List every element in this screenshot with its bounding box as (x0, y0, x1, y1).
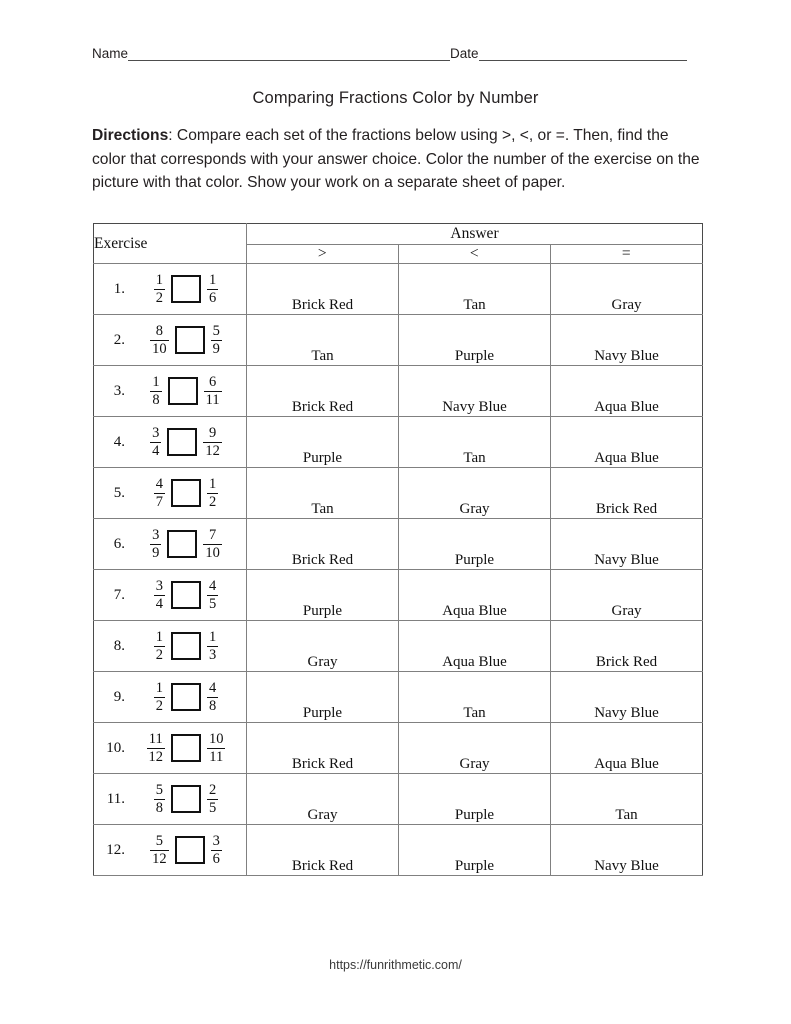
color-option-less-than[interactable]: Purple (399, 774, 551, 825)
left-fraction (150, 426, 161, 458)
right-fraction (211, 834, 222, 866)
table-row (94, 366, 703, 417)
exercise-number: 10. (106, 739, 125, 756)
right-fraction (207, 477, 218, 509)
table-row (94, 519, 703, 570)
left-fraction (154, 273, 165, 305)
exercise-number: 2. (113, 331, 125, 348)
comparison-answer-box[interactable] (171, 581, 201, 609)
color-option-greater-than[interactable]: Purple (247, 672, 399, 723)
exercise-inner (94, 673, 246, 721)
exercise-inner (94, 265, 246, 313)
left-numerator: 3 (152, 425, 160, 441)
left-denominator: 7 (155, 493, 163, 510)
right-numerator: 6 (209, 374, 217, 390)
right-fraction (211, 324, 222, 356)
table-body (94, 264, 703, 876)
right-denominator: 8 (209, 697, 217, 714)
color-option-equals[interactable]: Navy Blue (551, 315, 703, 366)
color-option-equals[interactable]: Brick Red (551, 468, 703, 519)
right-denominator: 6 (212, 850, 220, 867)
exercise-cell (94, 519, 247, 570)
exercise-cell (94, 366, 247, 417)
right-numerator: 9 (209, 425, 217, 441)
directions-label: Directions (92, 127, 169, 144)
left-fraction (154, 630, 165, 662)
left-denominator: 12 (152, 850, 167, 867)
color-option-equals[interactable]: Navy Blue (551, 825, 703, 876)
table-row (94, 774, 703, 825)
exercise-inner (94, 367, 246, 415)
exercise-inner (94, 520, 246, 568)
left-numerator: 1 (155, 272, 163, 288)
left-numerator: 8 (155, 323, 163, 339)
right-fraction (207, 783, 218, 815)
color-option-equals[interactable]: Navy Blue (551, 519, 703, 570)
color-option-greater-than[interactable]: Brick Red (247, 366, 399, 417)
date-input-rule[interactable] (479, 47, 687, 61)
color-option-less-than[interactable]: Gray (399, 468, 551, 519)
right-numerator: 4 (209, 578, 217, 594)
right-numerator: 10 (209, 731, 224, 747)
left-numerator: 5 (155, 782, 163, 798)
color-option-less-than[interactable]: Purple (399, 315, 551, 366)
left-fraction (150, 834, 169, 866)
right-denominator: 11 (209, 748, 224, 765)
name-label: Name (92, 46, 129, 61)
right-denominator: 9 (212, 340, 220, 357)
directions-text: : Compare each set of the fractions below using >, <, or =. Then, find the color that corresponds with your answer choice. Color the number of the exercise on the picture with that color. Show your work on a separate sheet of paper. (92, 127, 700, 191)
table-header-row-answer (94, 224, 703, 245)
color-option-less-than[interactable]: Tan (399, 264, 551, 315)
left-fraction (154, 681, 165, 713)
color-option-greater-than[interactable]: Tan (247, 315, 399, 366)
right-denominator: 5 (209, 595, 217, 612)
left-denominator: 2 (155, 289, 163, 306)
left-numerator: 5 (155, 833, 163, 849)
fraction-comparison (134, 834, 246, 866)
comparison-answer-box[interactable] (171, 479, 201, 507)
left-denominator: 12 (148, 748, 163, 765)
color-option-less-than[interactable]: Purple (399, 825, 551, 876)
comparison-answer-box[interactable] (168, 377, 198, 405)
color-option-greater-than[interactable]: Brick Red (247, 519, 399, 570)
color-option-greater-than[interactable]: Gray (247, 621, 399, 672)
color-option-equals[interactable]: Brick Red (551, 621, 703, 672)
left-denominator: 4 (152, 442, 160, 459)
left-fraction (154, 579, 165, 611)
exercise-number: 3. (113, 382, 125, 399)
exercise-cell (94, 417, 247, 468)
comparison-answer-box[interactable] (171, 275, 201, 303)
exercise-number: 9. (113, 688, 125, 705)
color-option-equals[interactable]: Tan (551, 774, 703, 825)
exercise-number: 8. (113, 637, 125, 654)
right-denominator: 10 (205, 544, 220, 561)
left-denominator: 4 (155, 595, 163, 612)
color-option-greater-than[interactable]: Tan (247, 468, 399, 519)
left-numerator: 3 (155, 578, 163, 594)
exercise-number: 4. (113, 433, 125, 450)
table-row (94, 264, 703, 315)
fraction-comparison (134, 273, 246, 305)
header-operator-less-than: < (399, 245, 551, 264)
table-row (94, 315, 703, 366)
table-row (94, 468, 703, 519)
color-option-greater-than[interactable]: Brick Red (247, 723, 399, 774)
right-numerator: 5 (212, 323, 220, 339)
color-option-less-than[interactable]: Tan (399, 672, 551, 723)
comparison-answer-box[interactable] (171, 683, 201, 711)
directions-paragraph (92, 124, 704, 195)
right-fraction (207, 630, 218, 662)
exercise-number: 6. (113, 535, 125, 552)
comparison-answer-box[interactable] (171, 785, 201, 813)
fraction-comparison (134, 528, 246, 560)
left-fraction (154, 477, 165, 509)
left-denominator: 2 (155, 646, 163, 663)
left-numerator: 4 (155, 476, 163, 492)
right-numerator: 1 (209, 629, 217, 645)
exercise-inner (94, 775, 246, 823)
right-denominator: 2 (209, 493, 217, 510)
color-option-equals[interactable]: Aqua Blue (551, 417, 703, 468)
color-option-equals[interactable]: Aqua Blue (551, 723, 703, 774)
fraction-comparison (134, 375, 246, 407)
right-fraction (204, 375, 222, 407)
right-denominator: 11 (205, 391, 220, 408)
right-numerator: 2 (209, 782, 217, 798)
exercise-cell (94, 774, 247, 825)
exercise-cell (94, 723, 247, 774)
exercise-cell (94, 468, 247, 519)
header-operator-greater-than: > (247, 245, 399, 264)
color-option-greater-than[interactable]: Gray (247, 774, 399, 825)
comparison-answer-box[interactable] (171, 632, 201, 660)
exercise-cell (94, 621, 247, 672)
page-title: Comparing Fractions Color by Number (252, 89, 539, 107)
footer-url[interactable]: https://funrithmetic.com/ (329, 958, 462, 972)
right-denominator: 3 (209, 646, 217, 663)
color-option-less-than[interactable]: Navy Blue (399, 366, 551, 417)
name-input-rule[interactable] (128, 47, 450, 61)
fraction-comparison (134, 324, 246, 356)
color-option-less-than[interactable]: Aqua Blue (399, 621, 551, 672)
table-row (94, 825, 703, 876)
fraction-comparison (134, 477, 246, 509)
color-option-less-than[interactable]: Gray (399, 723, 551, 774)
header-exercise: Exercise (94, 224, 247, 264)
table-row (94, 723, 703, 774)
color-option-less-than[interactable]: Aqua Blue (399, 570, 551, 621)
right-numerator: 1 (209, 272, 217, 288)
exercise-number: 7. (113, 586, 125, 603)
table-row (94, 621, 703, 672)
exercise-inner (94, 418, 246, 466)
color-option-equals[interactable]: Navy Blue (551, 672, 703, 723)
exercise-cell (94, 672, 247, 723)
right-denominator: 5 (209, 799, 217, 816)
left-denominator: 8 (152, 391, 160, 408)
comparison-answer-box[interactable] (175, 836, 205, 864)
exercise-inner (94, 316, 246, 364)
color-option-less-than[interactable]: Tan (399, 417, 551, 468)
header-operator-equals: = (551, 245, 703, 264)
table-row (94, 417, 703, 468)
fraction-comparison (134, 630, 246, 662)
right-numerator: 1 (209, 476, 217, 492)
right-fraction (207, 579, 218, 611)
fraction-comparison (134, 426, 246, 458)
right-numerator: 4 (209, 680, 217, 696)
date-label: Date (450, 46, 479, 61)
comparison-answer-box[interactable] (171, 734, 201, 762)
exercise-cell (94, 570, 247, 621)
left-numerator: 1 (152, 374, 160, 390)
right-fraction (207, 681, 218, 713)
left-denominator: 10 (152, 340, 167, 357)
color-option-greater-than[interactable]: Brick Red (247, 264, 399, 315)
right-fraction (207, 732, 226, 764)
exercise-number: 1. (113, 280, 125, 297)
color-option-less-than[interactable]: Purple (399, 519, 551, 570)
fraction-comparison (134, 681, 246, 713)
left-fraction (147, 732, 166, 764)
left-fraction (150, 375, 161, 407)
comparison-answer-box[interactable] (167, 428, 197, 456)
left-numerator: 1 (155, 629, 163, 645)
header-answer: Answer (247, 224, 703, 245)
exercise-inner (94, 469, 246, 517)
left-denominator: 2 (155, 697, 163, 714)
exercise-inner (94, 724, 246, 772)
exercise-inner (94, 622, 246, 670)
color-option-greater-than[interactable]: Purple (247, 417, 399, 468)
right-numerator: 3 (212, 833, 220, 849)
right-fraction (203, 426, 222, 458)
left-fraction (150, 324, 169, 356)
fraction-comparison (134, 783, 246, 815)
exercise-cell (94, 315, 247, 366)
color-option-equals[interactable]: Gray (551, 264, 703, 315)
right-fraction (203, 528, 222, 560)
table-header (94, 224, 703, 264)
right-denominator: 12 (205, 442, 220, 459)
color-option-greater-than[interactable]: Brick Red (247, 825, 399, 876)
table-row (94, 672, 703, 723)
name-date-line (92, 46, 699, 61)
exercise-number: 5. (113, 484, 125, 501)
exercise-inner (94, 571, 246, 619)
left-fraction (154, 783, 165, 815)
comparison-answer-box[interactable] (167, 530, 197, 558)
table-row (94, 570, 703, 621)
left-denominator: 9 (152, 544, 160, 561)
left-numerator: 3 (152, 527, 160, 543)
exercise-number: 11. (106, 790, 125, 807)
fraction-comparison (134, 579, 246, 611)
left-denominator: 8 (155, 799, 163, 816)
color-option-equals[interactable]: Aqua Blue (551, 366, 703, 417)
left-numerator: 11 (148, 731, 163, 747)
right-numerator: 7 (209, 527, 217, 543)
right-denominator: 6 (209, 289, 217, 306)
left-fraction (150, 528, 161, 560)
left-numerator: 1 (155, 680, 163, 696)
right-fraction (207, 273, 218, 305)
comparing-fractions-table (93, 223, 703, 876)
fraction-comparison (134, 732, 246, 764)
exercise-cell (94, 825, 247, 876)
comparison-answer-box[interactable] (175, 326, 205, 354)
color-option-greater-than[interactable]: Purple (247, 570, 399, 621)
exercise-cell (94, 264, 247, 315)
exercise-number: 12. (106, 841, 125, 858)
color-option-equals[interactable]: Gray (551, 570, 703, 621)
exercise-inner (94, 826, 246, 874)
